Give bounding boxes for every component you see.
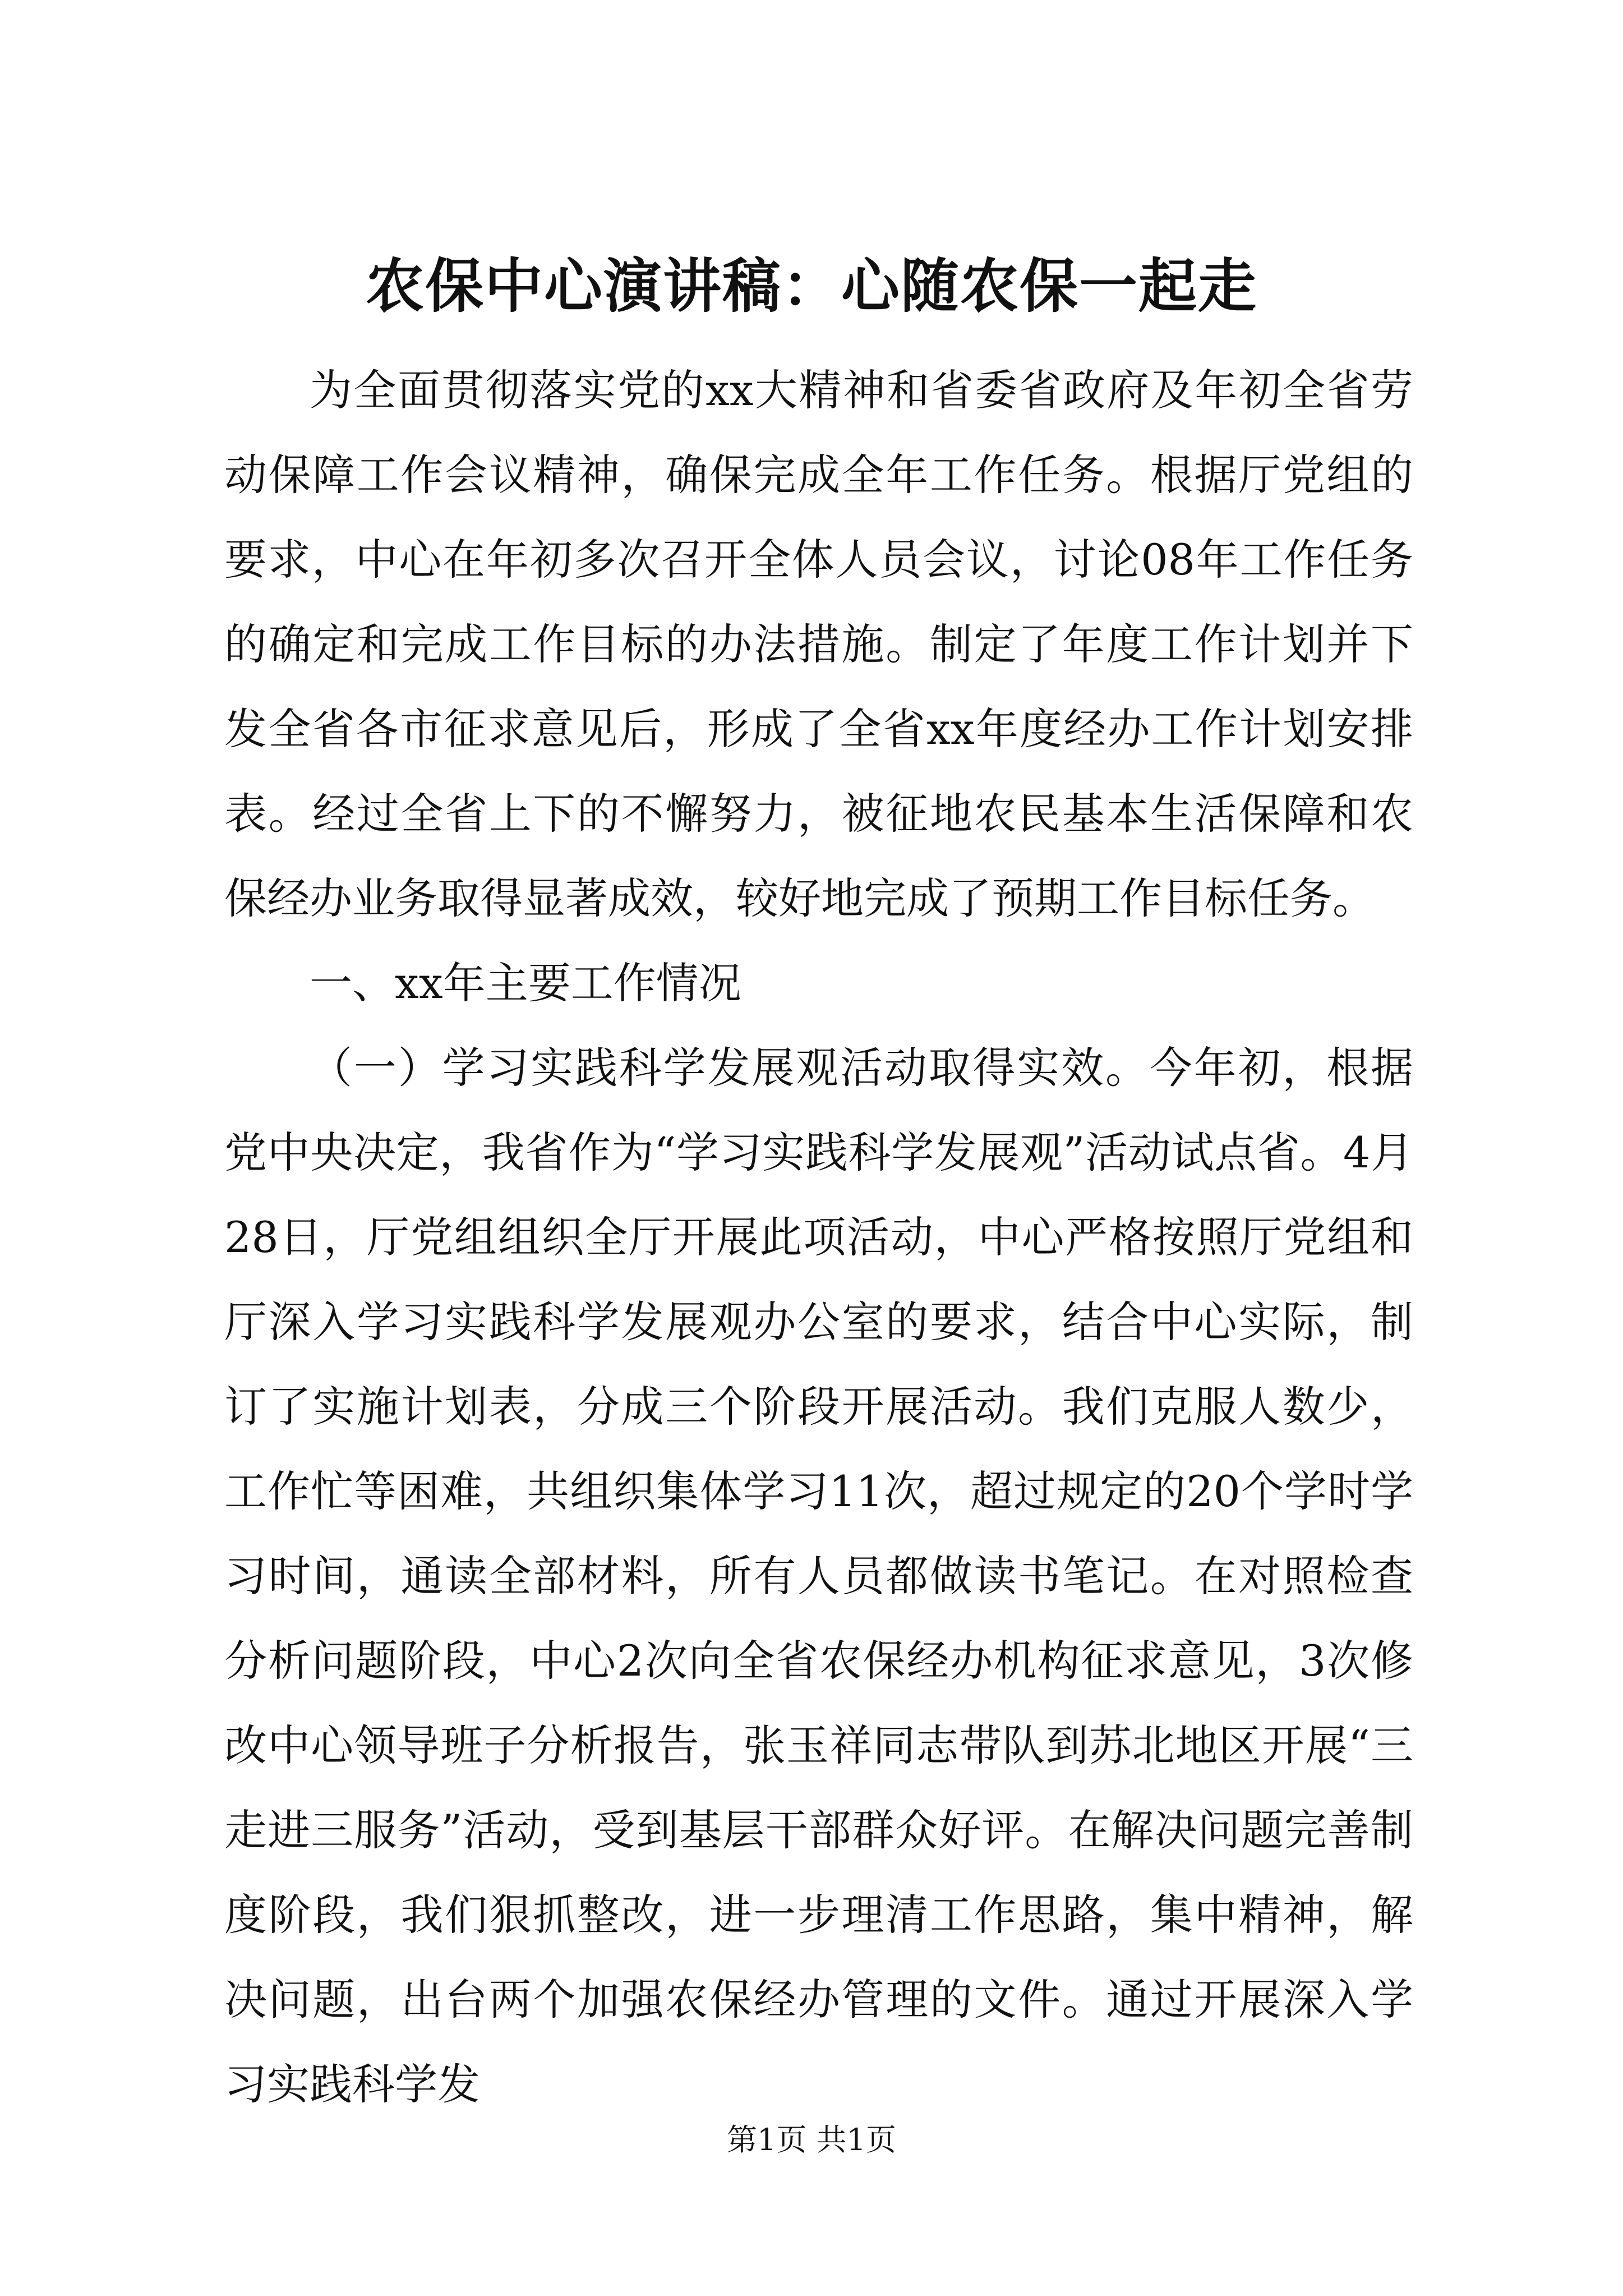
intro-paragraph: 为全面贯彻落实党的xx大精神和省委省政府及年初全省劳动保障工作会议精神，确保完成全年工作任务。根据厅党组的要求，中心在年初多次召开全体人员会议，讨论08年工作任务的确定和完成工作目标的办法措施。制定了年度工作计划并下发全省各市征求意见后，形成了全省xx年度经办工作计划安排表。经过全省上下的不懈努力，被征地农民基本生活保障和农保经办业务取得显著成效，较好地完成了预期工作目标任务。	[224, 365, 1413, 923]
page-footer	[0, 2120, 1623, 2160]
document-title: 农保中心演讲稿：心随农保一起走	[365, 251, 1257, 320]
document-body	[224, 348, 1413, 2127]
section-paragraph: （一）学习实践科学发展观活动取得实效。今年初，根据党中央决定，我省作为“学习实践科学发展观”活动试点省。4月28日，厅党组组织全厅开展此项活动，中心严格按照厅党组和厅深入学习实践科学发展观办公室的要求，结合中心实际，制订了实施计划表，分成三个阶段开展活动。我们克服人数少，工作忙等困难，共组织集体学习11次，超过规定的20个学时学习时间，通读全部材料，所有人员都做读书笔记。在对照检查分析问题阶段，中心2次向全省农保经办机构征求意见，3次修改中心领导班子分析报告，张玉祥同志带队到苏北地区开展“三走进三服务”活动，受到基层干部群众好评。在解决问题完善制度阶段，我们狠抓整改，进一步理清工作思路，集中精神，解决问题，出台两个加强农保经办管理的文件。通过开展深入学习实践科学发	[224, 1043, 1413, 2109]
section-heading: 一、xx年主要工作情况	[310, 958, 741, 1008]
page-number: 第1页 共1页	[727, 2122, 896, 2157]
